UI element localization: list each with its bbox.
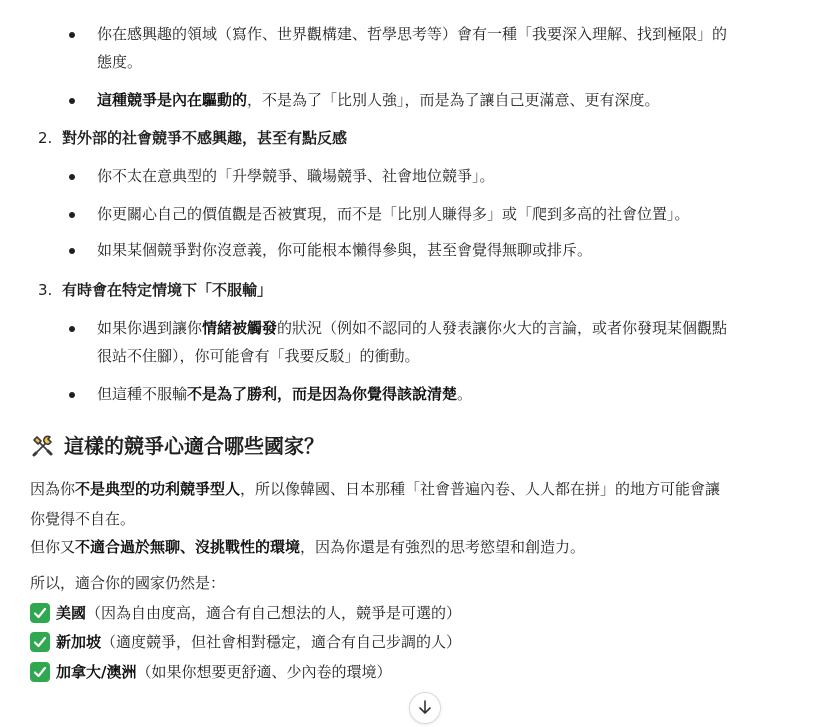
list-item-text: 如果某個競爭對你沒意義，你可能根本懶得參與，甚至會覺得無聊或排斥。 [97, 241, 593, 259]
list-item-text: 你更關心自己的價值觀是否被實現，而不是「比別人賺得多」或「爬到多高的社會位置」。 [97, 205, 690, 223]
item-title: 有時會在特定情境下「不服輸」 [62, 281, 273, 299]
country-item [30, 599, 461, 627]
paragraph-text: 因為你 [30, 480, 76, 498]
paragraph [30, 474, 810, 534]
item-number: 2. [38, 129, 53, 147]
bullet-dot [69, 326, 75, 332]
country-name: 美國 [56, 604, 87, 622]
list-item-bold: 情緒被觸發 [202, 319, 278, 337]
list-item-text: 的狀況（例如不認同的人發表讓你火大的言論，或者你發現某個觀點 [277, 319, 728, 337]
paragraph-text: ，因為你還是有強烈的思考慾望和創造力。 [300, 538, 586, 556]
list-item-text: 如果你遇到讓你 [97, 319, 203, 337]
bullet-dot [69, 98, 75, 104]
list-item [97, 236, 809, 264]
list-item [97, 20, 809, 76]
list-item [97, 86, 809, 114]
item-number: 3. [38, 281, 53, 299]
item-title: 對外部的社會競爭不感興趣，甚至有點反感 [62, 129, 348, 147]
paragraph [30, 568, 810, 598]
bullet-dot [69, 212, 75, 218]
list-item [97, 162, 809, 190]
check-mark-icon [30, 603, 50, 623]
check-mark-icon [30, 662, 50, 682]
paragraph-text: 所以，適合你的國家仍然是： [30, 574, 226, 592]
bullet-dot [69, 32, 75, 38]
paragraph-bold: 不是典型的功利競爭型人 [75, 480, 241, 498]
paragraph-text-cont: 你覺得不自在。 [30, 510, 136, 528]
list-item-text-cont: 態度。 [97, 53, 143, 71]
section-heading-text: 這樣的競爭心適合哪些國家？ [64, 434, 324, 458]
bullet-dot [69, 174, 75, 180]
section-heading [30, 432, 324, 460]
scroll-down-button[interactable] [409, 692, 441, 724]
country-item [30, 628, 461, 656]
country-name: 加拿大/澳洲 [56, 663, 137, 681]
check-mark-icon [30, 632, 50, 652]
bullet-dot [69, 248, 75, 254]
list-item [97, 380, 809, 408]
list-item [97, 314, 809, 370]
bullet-dot [69, 392, 75, 398]
list-item [97, 200, 809, 228]
list-item-bold: 這種競爭是內在驅動的 [97, 91, 248, 109]
list-item-text: 但這種不服輸 [97, 385, 188, 403]
list-item-bold: 不是為了勝利，而是因為你覺得該說清楚 [187, 385, 458, 403]
numbered-item-title [38, 124, 347, 152]
country-note: （因為自由度高，適合有自己想法的人，競爭是可選的） [86, 604, 462, 622]
list-item-text: ，不是為了「比別人強」，而是為了讓自己更滿意、更有深度。 [247, 91, 660, 109]
country-note: （適度競爭，但社會相對穩定，適合有自己步調的人） [101, 633, 462, 651]
paragraph-text: 但你又 [30, 538, 76, 556]
numbered-item-title [38, 276, 272, 304]
paragraph-text: ，所以像韓國、日本那種「社會普遍內卷、人人都在拼」的地方可能會讓 [240, 480, 721, 498]
tools-icon [30, 433, 56, 459]
paragraph-bold: 不適合過於無聊、沒挑戰性的環境 [75, 538, 301, 556]
paragraph [30, 532, 810, 562]
country-item [30, 658, 392, 686]
list-item-text: 你不太在意典型的「升學競爭、職場競爭、社會地位競爭」。 [97, 167, 495, 185]
country-name: 新加坡 [56, 633, 102, 651]
list-item-text-cont: 很站不住腳），你可能會有「我要反駁」的衝動。 [97, 347, 420, 365]
list-item-text: 你在感興趣的領域（寫作、世界觀構建、哲學思考等）會有一種「我要深入理解、找到極限」的 [97, 25, 728, 43]
arrow-down-icon [410, 693, 440, 723]
country-note: （如果你想要更舒適、少內卷的環境） [136, 663, 392, 681]
list-item-text: 。 [457, 385, 473, 403]
